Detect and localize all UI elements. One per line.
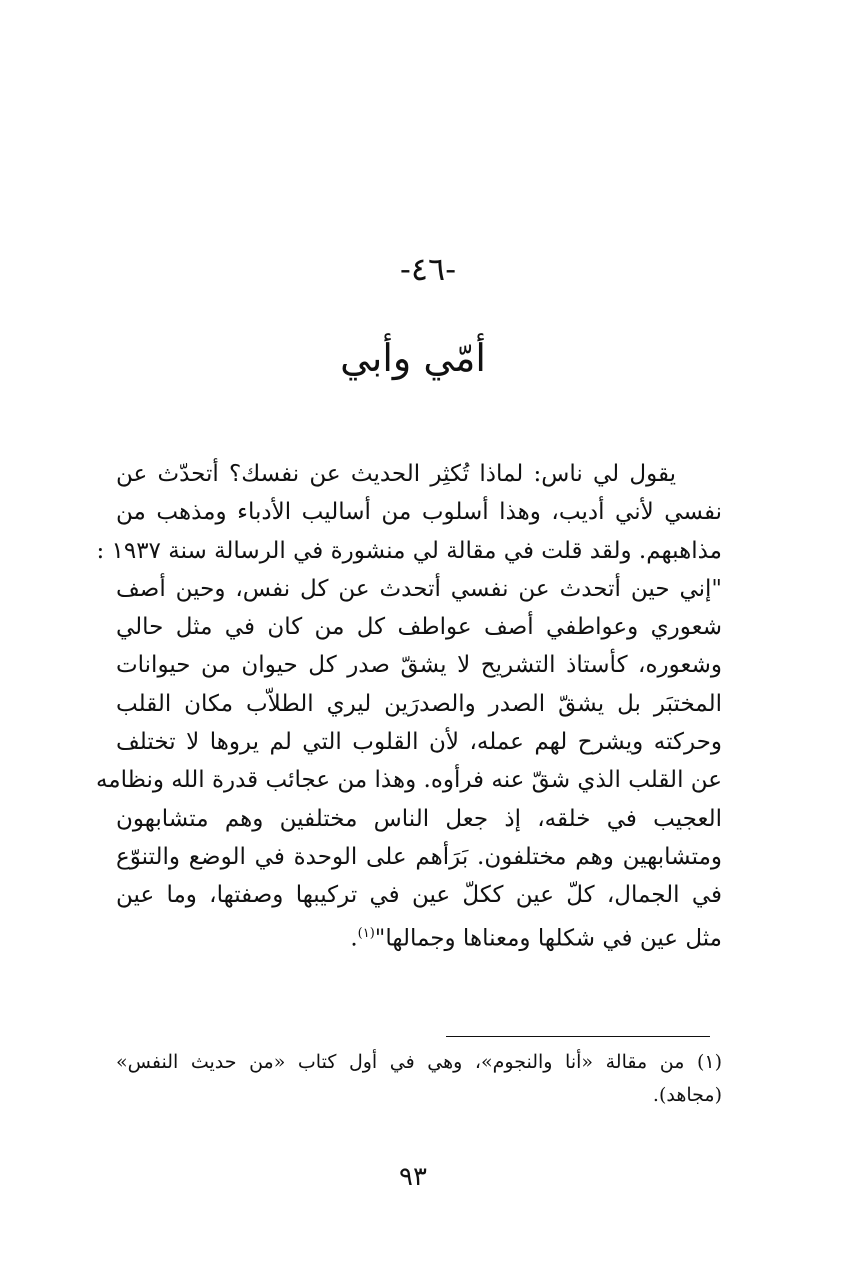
body-line: يقول لي ناس: لماذا تُكثِر الحديث عن نفسك؟ أتحدّث عن <box>116 461 676 487</box>
footnote-reference: (١) <box>357 925 375 941</box>
body-line: نفسي لأني أديب، وهذا أسلوب من أساليب الأدباء ومذهب من <box>116 499 722 526</box>
page-number: ٩٣ <box>399 1162 427 1192</box>
chapter-title: أمّي وأبي <box>340 336 486 380</box>
body-line: المختبَر بل يشقّ الصدر والصدرَين ليري الطلاّب مكان القلب <box>116 690 722 717</box>
body-line: وشعوره، كأستاذ التشريح لا يشقّ صدر كل حيوان من حيوانات <box>116 652 722 679</box>
chapter-number: -٤٦- <box>400 250 456 288</box>
body-line: وحركته ويشرح لهم عمله، لأن القلوب التي لم يروها لا تختلف <box>116 729 722 756</box>
body-line: ومتشابهين وهم مختلفون. بَرَأهم على الوحدة في الوضع والتنوّع <box>116 843 722 870</box>
body-end-period: . <box>350 925 358 952</box>
footnote-divider <box>446 1036 710 1037</box>
body-line: شعوري وعواطفي أصف عواطف كل من كان في مثل حالي <box>116 614 722 641</box>
footnote <box>116 1046 722 1112</box>
body-line: العجيب في خلقه، إذ جعل الناس مختلفين وهم متشابهون <box>116 805 722 832</box>
body-line: في الجمال، كلّ عين ككلّ عين في تركيبها وصفتها، وما عين <box>116 882 722 909</box>
footnote-line: (مجاهد). <box>652 1084 722 1106</box>
body-line: "إني حين أتحدث عن نفسي أتحدث عن كل نفس، وحين أصف <box>116 575 722 602</box>
body-line-last <box>116 915 722 953</box>
body-line-text: مثل عين في شكلها ومعناها وجمالها" <box>374 925 722 952</box>
footnote-line: (١) من مقالة «أنا والنجوم»، وهي في أول كتاب «من حديث النفس» <box>116 1051 722 1073</box>
body-line: مذاهبهم. ولقد قلت في مقالة لي منشورة في الرسالة سنة ١٩٣٧ : <box>96 537 722 564</box>
body-line: عن القلب الذي شقّ عنه فرأوه. وهذا من عجائب قدرة الله ونظامه <box>95 767 722 794</box>
body-text <box>95 455 722 953</box>
